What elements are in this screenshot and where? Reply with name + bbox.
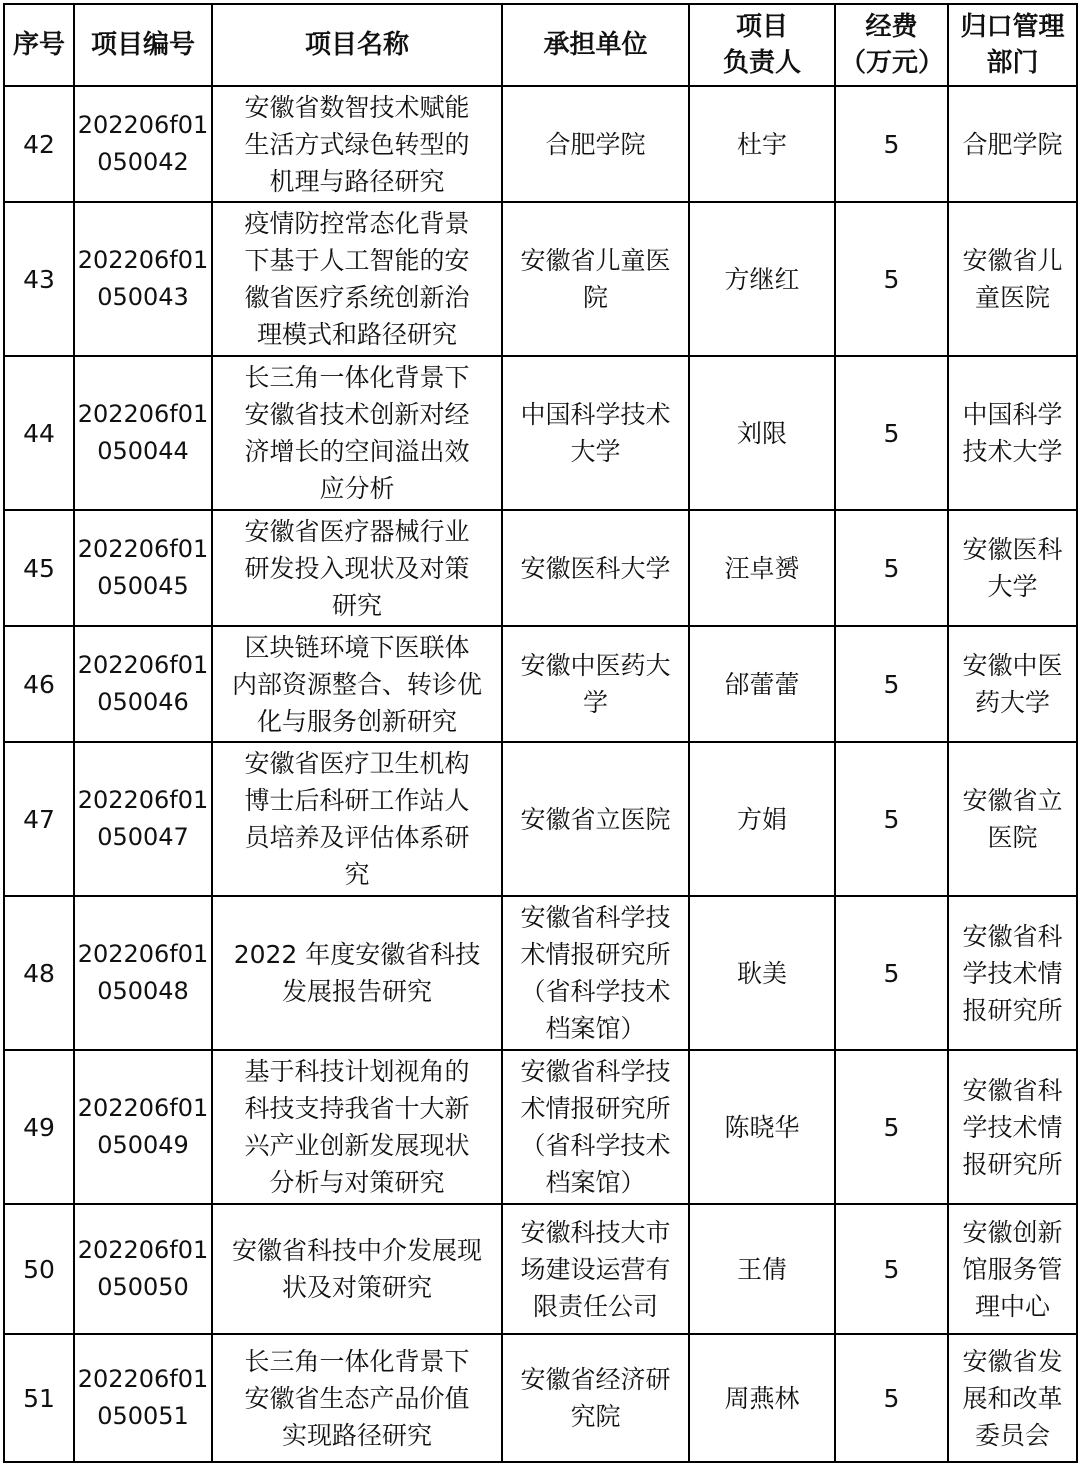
header-undertaking-unit: 承担单位 <box>502 4 689 86</box>
table-row <box>4 896 1077 1050</box>
cell-funds: 5 <box>835 86 948 202</box>
header-funds: 经费 （万元） <box>835 4 948 86</box>
cell-project-leader: 耿美 <box>689 896 835 1050</box>
header-row <box>4 4 1077 86</box>
cell-project-leader: 方娟 <box>689 742 835 896</box>
cell-managing-dept: 安徽省儿 童医院 <box>948 202 1077 356</box>
cell-undertaking-unit: 中国科学技术 大学 <box>502 356 689 510</box>
cell-project-name: 安徽省科技中介发展现 状及对策研究 <box>212 1204 502 1334</box>
cell-undertaking-unit: 安徽中医药大 学 <box>502 626 689 742</box>
cell-managing-dept: 安徽省科 学技术情 报研究所 <box>948 896 1077 1050</box>
cell-funds: 5 <box>835 202 948 356</box>
cell-project-name: 区块链环境下医联体 内部资源整合、转诊优 化与服务创新研究 <box>212 626 502 742</box>
cell-serial-no: 47 <box>4 742 74 896</box>
table-row <box>4 86 1077 202</box>
cell-serial-no: 44 <box>4 356 74 510</box>
cell-project-code: 202206f01 050048 <box>74 896 212 1050</box>
cell-project-leader: 杜宇 <box>689 86 835 202</box>
header-serial-no: 序号 <box>4 4 74 86</box>
cell-funds: 5 <box>835 896 948 1050</box>
cell-managing-dept: 安徽创新 馆服务管 理中心 <box>948 1204 1077 1334</box>
table-row <box>4 356 1077 510</box>
cell-project-leader: 王倩 <box>689 1204 835 1334</box>
cell-project-code: 202206f01 050050 <box>74 1204 212 1334</box>
cell-funds: 5 <box>835 742 948 896</box>
cell-undertaking-unit: 安徽省经济研 究院 <box>502 1334 689 1462</box>
cell-undertaking-unit: 安徽省科学技 术情报研究所 （省科学技术 档案馆） <box>502 1050 689 1204</box>
cell-project-code: 202206f01 050045 <box>74 510 212 626</box>
cell-undertaking-unit: 安徽省儿童医 院 <box>502 202 689 356</box>
cell-managing-dept: 安徽省立 医院 <box>948 742 1077 896</box>
cell-funds: 5 <box>835 356 948 510</box>
cell-undertaking-unit: 安徽科技大市 场建设运营有 限责任公司 <box>502 1204 689 1334</box>
cell-serial-no: 45 <box>4 510 74 626</box>
table-row <box>4 1334 1077 1462</box>
cell-managing-dept: 合肥学院 <box>948 86 1077 202</box>
cell-project-name: 安徽省数智技术赋能 生活方式绿色转型的 机理与路径研究 <box>212 86 502 202</box>
cell-serial-no: 49 <box>4 1050 74 1204</box>
cell-managing-dept: 安徽医科 大学 <box>948 510 1077 626</box>
header-project-leader: 项目 负责人 <box>689 4 835 86</box>
cell-managing-dept: 安徽省科 学技术情 报研究所 <box>948 1050 1077 1204</box>
cell-project-code: 202206f01 050044 <box>74 356 212 510</box>
cell-serial-no: 50 <box>4 1204 74 1334</box>
table-row <box>4 510 1077 626</box>
table-row <box>4 626 1077 742</box>
cell-project-code: 202206f01 050051 <box>74 1334 212 1462</box>
cell-serial-no: 48 <box>4 896 74 1050</box>
cell-funds: 5 <box>835 626 948 742</box>
cell-undertaking-unit: 合肥学院 <box>502 86 689 202</box>
cell-project-leader: 刘限 <box>689 356 835 510</box>
cell-project-name: 基于科技计划视角的 科技支持我省十大新 兴产业创新发展现状 分析与对策研究 <box>212 1050 502 1204</box>
project-table <box>3 3 1078 1463</box>
cell-serial-no: 46 <box>4 626 74 742</box>
cell-project-name: 2022 年度安徽省科技 发展报告研究 <box>212 896 502 1050</box>
cell-funds: 5 <box>835 1050 948 1204</box>
table-row <box>4 1050 1077 1204</box>
cell-project-name: 长三角一体化背景下 安徽省技术创新对经 济增长的空间溢出效 应分析 <box>212 356 502 510</box>
cell-undertaking-unit: 安徽省科学技 术情报研究所 （省科学技术 档案馆） <box>502 896 689 1050</box>
cell-project-leader: 方继红 <box>689 202 835 356</box>
table-row <box>4 202 1077 356</box>
cell-project-code: 202206f01 050043 <box>74 202 212 356</box>
cell-project-leader: 汪卓赟 <box>689 510 835 626</box>
cell-undertaking-unit: 安徽省立医院 <box>502 742 689 896</box>
cell-project-name: 疫情防控常态化背景 下基于人工智能的安 徽省医疗系统创新治 理模式和路径研究 <box>212 202 502 356</box>
cell-managing-dept: 安徽中医 药大学 <box>948 626 1077 742</box>
cell-project-name: 长三角一体化背景下 安徽省生态产品价值 实现路径研究 <box>212 1334 502 1462</box>
cell-undertaking-unit: 安徽医科大学 <box>502 510 689 626</box>
cell-funds: 5 <box>835 1334 948 1462</box>
cell-project-name: 安徽省医疗器械行业 研发投入现状及对策 研究 <box>212 510 502 626</box>
cell-project-code: 202206f01 050046 <box>74 626 212 742</box>
cell-serial-no: 51 <box>4 1334 74 1462</box>
cell-project-name: 安徽省医疗卫生机构 博士后科研工作站人 员培养及评估体系研 究 <box>212 742 502 896</box>
header-managing-dept: 归口管理 部门 <box>948 4 1077 86</box>
cell-project-leader: 陈晓华 <box>689 1050 835 1204</box>
cell-funds: 5 <box>835 1204 948 1334</box>
cell-managing-dept: 安徽省发 展和改革 委员会 <box>948 1334 1077 1462</box>
cell-serial-no: 42 <box>4 86 74 202</box>
cell-project-leader: 邰蕾蕾 <box>689 626 835 742</box>
header-project-name: 项目名称 <box>212 4 502 86</box>
cell-project-code: 202206f01 050047 <box>74 742 212 896</box>
table-row <box>4 1204 1077 1334</box>
cell-serial-no: 43 <box>4 202 74 356</box>
table-row <box>4 742 1077 896</box>
cell-funds: 5 <box>835 510 948 626</box>
cell-project-leader: 周燕林 <box>689 1334 835 1462</box>
cell-managing-dept: 中国科学 技术大学 <box>948 356 1077 510</box>
header-project-code: 项目编号 <box>74 4 212 86</box>
cell-project-code: 202206f01 050042 <box>74 86 212 202</box>
cell-project-code: 202206f01 050049 <box>74 1050 212 1204</box>
